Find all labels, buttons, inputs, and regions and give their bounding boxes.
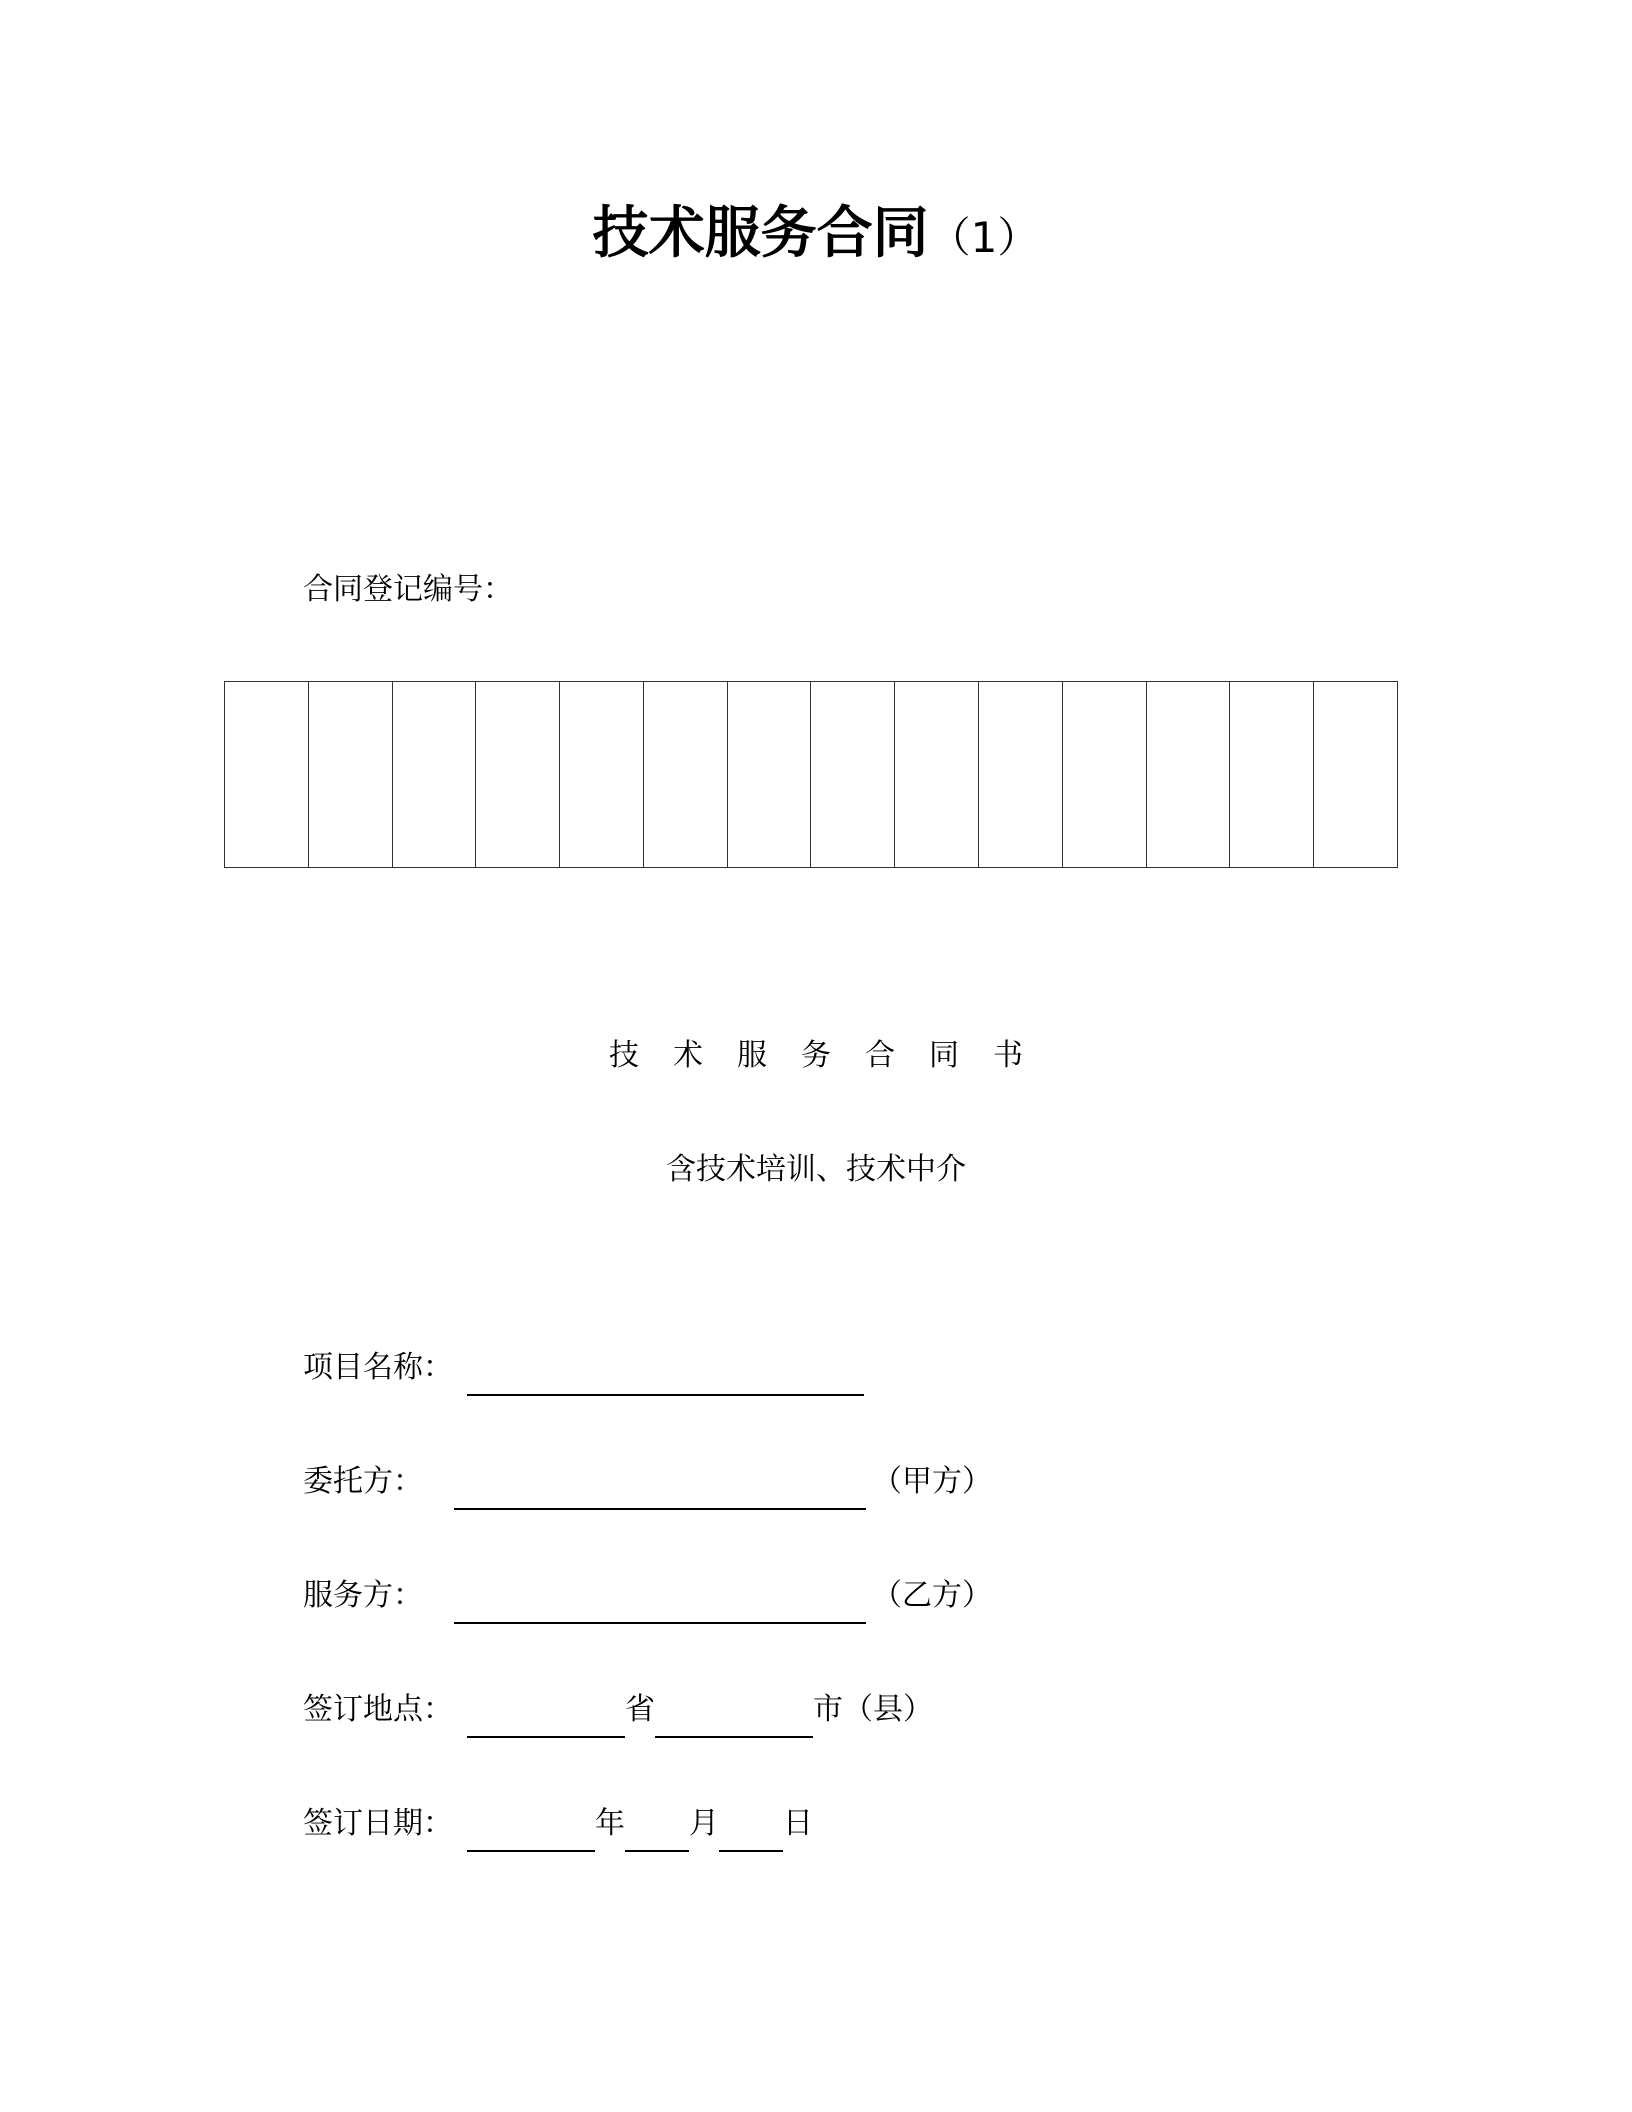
contract-subheading: 含技术培训、技术中介 bbox=[666, 1152, 966, 1187]
registration-number-boxes bbox=[224, 681, 1398, 868]
registration-box[interactable] bbox=[643, 682, 727, 868]
registration-box[interactable] bbox=[476, 682, 560, 868]
registration-box[interactable] bbox=[392, 682, 476, 868]
registration-number-label: 合同登记编号： bbox=[303, 572, 513, 607]
registration-box[interactable] bbox=[811, 682, 895, 868]
contract-heading: 技术服务合同书 bbox=[609, 1038, 1057, 1073]
signing-date-label: 签订日期： bbox=[303, 1806, 453, 1841]
client-label: 委托方： bbox=[303, 1464, 423, 1499]
provider-field[interactable] bbox=[454, 1584, 866, 1624]
document-title bbox=[0, 198, 1632, 274]
title-main: 技术服务合同 bbox=[592, 201, 929, 266]
year-field[interactable] bbox=[467, 1812, 595, 1852]
registration-box[interactable] bbox=[1062, 682, 1146, 868]
day-field[interactable] bbox=[719, 1812, 783, 1852]
provider-suffix: （乙方） bbox=[872, 1578, 992, 1613]
provider-row bbox=[303, 1576, 992, 1616]
registration-box[interactable] bbox=[1314, 682, 1398, 868]
year-label: 年 bbox=[595, 1806, 625, 1841]
signing-place-label: 签订地点： bbox=[303, 1692, 453, 1727]
month-field[interactable] bbox=[625, 1812, 689, 1852]
registration-box[interactable] bbox=[560, 682, 644, 868]
city-label: 市（县） bbox=[813, 1692, 933, 1727]
registration-box[interactable] bbox=[895, 682, 979, 868]
client-suffix: （甲方） bbox=[872, 1464, 992, 1499]
project-name-label: 项目名称： bbox=[303, 1350, 453, 1385]
registration-box[interactable] bbox=[979, 682, 1063, 868]
province-label: 省 bbox=[625, 1692, 655, 1727]
registration-box[interactable] bbox=[1146, 682, 1230, 868]
signing-date-row bbox=[303, 1804, 813, 1844]
provider-label: 服务方： bbox=[303, 1578, 423, 1613]
signing-place-row bbox=[303, 1690, 933, 1730]
day-label: 日 bbox=[783, 1806, 813, 1841]
registration-box[interactable] bbox=[225, 682, 309, 868]
province-field[interactable] bbox=[467, 1698, 625, 1738]
registration-box-row bbox=[225, 682, 1398, 868]
registration-box[interactable] bbox=[727, 682, 811, 868]
registration-box[interactable] bbox=[1230, 682, 1314, 868]
client-field[interactable] bbox=[454, 1470, 866, 1510]
registration-box[interactable] bbox=[308, 682, 392, 868]
title-suffix: （1） bbox=[928, 213, 1040, 262]
project-name-field[interactable] bbox=[467, 1356, 864, 1396]
month-label: 月 bbox=[689, 1806, 719, 1841]
city-field[interactable] bbox=[655, 1698, 813, 1738]
project-name-row bbox=[303, 1348, 864, 1388]
client-row bbox=[303, 1462, 992, 1502]
